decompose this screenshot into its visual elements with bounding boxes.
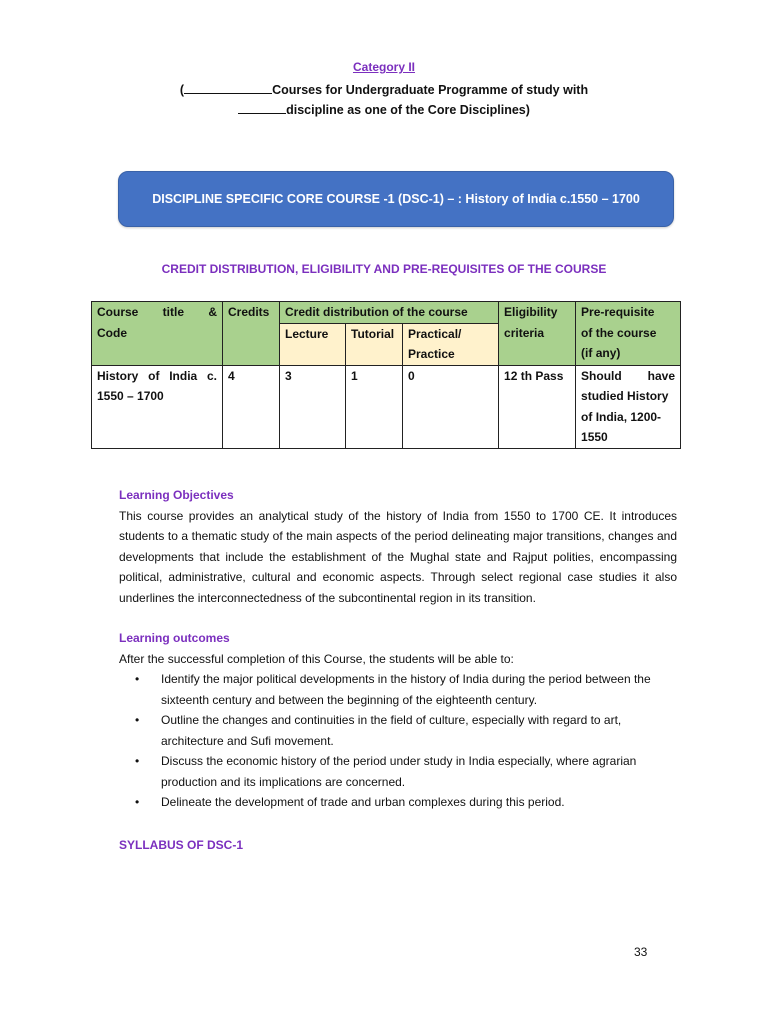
subtitle-open-paren: ( <box>179 83 185 97</box>
header-practical <box>403 323 499 365</box>
learning-outcomes-intro: After the successful completion of this Course, the students will be able to: <box>119 652 514 666</box>
cell-tutorial: 1 <box>346 365 403 448</box>
course-banner-text: DISCIPLINE SPECIFIC CORE COURSE -1 (DSC-1) – : History of India c.1550 – 1700 <box>152 192 640 206</box>
cell-course-title <box>92 365 223 448</box>
header-text: criteria <box>504 325 545 340</box>
learning-objectives-heading: Learning Objectives <box>119 488 234 502</box>
list-item <box>119 751 677 792</box>
cell-text: Should have <box>581 368 676 383</box>
credit-distribution-heading: CREDIT DISTRIBUTION, ELIGIBILITY AND PRE-REQUISITES OF THE COURSE <box>161 262 607 276</box>
cell-text: of India, 1200- <box>581 409 662 424</box>
header-credit-distribution: Credit distribution of the course <box>280 302 499 324</box>
list-item <box>119 792 677 813</box>
header-credits: Credits <box>223 302 280 366</box>
learning-objectives-text: This course provides an analytical study of the history of India from 1550 to 1700 CE. It introduces students to a thematic study of the main aspects of the period delineating major transitions, changes and developments that include the establishment of the Mughal state and Rajput polities, encompassing political, administrative, cultural and economic aspects. Through select regional case studies it also underlines the interconnectedness of the subcontinental region in its transition. <box>119 509 677 605</box>
cell-text: studied History <box>581 389 669 403</box>
programme-subtitle <box>120 80 648 120</box>
list-item <box>119 669 677 710</box>
cell-text: History of India c. <box>97 368 217 383</box>
cell-lecture: 3 <box>280 365 346 448</box>
table-header-row <box>92 302 681 324</box>
bullet-icon: • <box>135 754 140 768</box>
cell-text: 1550 <box>581 430 608 444</box>
header-text: Eligibility <box>504 305 558 319</box>
bullet-icon: • <box>135 713 140 727</box>
cell-practical: 0 <box>403 365 499 448</box>
header-prerequisite <box>576 302 681 366</box>
course-banner <box>118 171 674 227</box>
list-item-text: Delineate the development of trade and urban complexes during this period. <box>161 795 565 809</box>
page-number: 33 <box>634 945 648 959</box>
header-text: Code <box>97 325 127 340</box>
header-text: Pre-requisite <box>581 305 655 319</box>
header-eligibility <box>499 302 576 366</box>
subtitle-text-2: discipline as one of the Core Disciplines) <box>286 103 530 117</box>
credit-distribution-table <box>91 301 681 449</box>
subtitle-line-2 <box>120 100 648 120</box>
list-item-text: Identify the major political developments in the history of India during the period between the sixteenth century and between the beginning of the eighteenth century. <box>161 672 651 707</box>
syllabus-heading: SYLLABUS OF DSC-1 <box>119 838 244 852</box>
list-item <box>119 710 677 751</box>
cell-text: 1550 – 1700 <box>97 389 164 403</box>
bullet-icon: • <box>135 795 140 809</box>
header-course-title <box>92 302 223 366</box>
subtitle-text-1: Courses for Undergraduate Programme of study with <box>272 83 589 97</box>
fill-in-blank <box>184 81 272 94</box>
header-text: of the course <box>581 325 657 340</box>
bullet-icon: • <box>135 672 140 686</box>
header-text: Practical/ <box>408 326 462 341</box>
learning-outcomes-list <box>119 669 677 813</box>
list-item-text: Outline the changes and continuities in the field of culture, especially with regard to art, architecture and Sufi movement. <box>161 713 622 748</box>
fill-in-blank <box>238 101 286 114</box>
subtitle-line-1 <box>120 80 648 100</box>
cell-prerequisite <box>576 365 681 448</box>
header-text: Practice <box>408 347 455 361</box>
list-item-text: Discuss the economic history of the period under study in India especially, where agrarian production and its implications are concerned. <box>161 754 637 789</box>
category-title: Category II <box>352 60 415 74</box>
table-row <box>92 365 681 448</box>
header-tutorial: Tutorial <box>346 323 403 365</box>
header-text: (if any) <box>581 346 621 360</box>
header-text: Course title & <box>97 305 217 319</box>
learning-outcomes-heading: Learning outcomes <box>119 631 230 645</box>
cell-credits: 4 <box>223 365 280 448</box>
header-lecture: Lecture <box>280 323 346 365</box>
cell-eligibility: 12 th Pass <box>499 365 576 448</box>
